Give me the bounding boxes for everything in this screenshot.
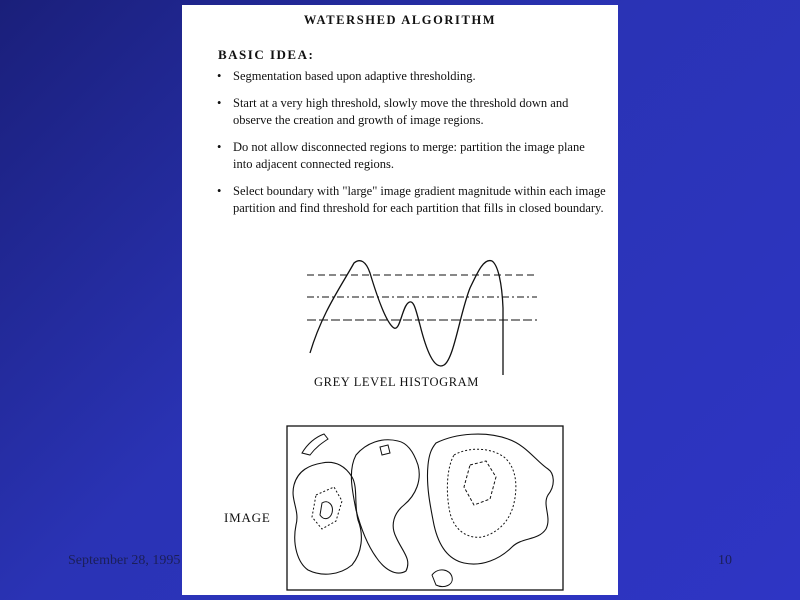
bullet-list bbox=[216, 68, 606, 227]
image-label: IMAGE bbox=[224, 510, 271, 525]
footer-page-number: 10 bbox=[718, 553, 732, 568]
page-title: WATERSHED ALGORITHM bbox=[303, 13, 497, 27]
region-right bbox=[427, 434, 553, 564]
document-page bbox=[182, 5, 618, 595]
histogram-label: GREY LEVEL HISTOGRAM bbox=[314, 375, 480, 389]
region-bottom-blob bbox=[432, 570, 452, 587]
bullet-item: • Segmentation based upon adaptive thresholding. bbox=[216, 68, 606, 85]
region-left-core bbox=[320, 502, 332, 519]
region-center bbox=[351, 440, 419, 573]
bullet-item: • Select boundary with "large" image gradient magnitude within each image partition and find threshold for each partition that fills in closed boundary. bbox=[216, 183, 606, 217]
footer-date: September 28, 1995 bbox=[68, 553, 181, 568]
image-frame bbox=[287, 426, 563, 590]
section-heading: BASIC IDEA: bbox=[218, 47, 315, 62]
region-top-left-small bbox=[302, 434, 328, 455]
histogram-diagram bbox=[302, 253, 542, 378]
bullet-item: • Do not allow disconnected regions to merge: partition the image plane into adjacent connected regions. bbox=[216, 139, 606, 173]
region-right-core bbox=[464, 461, 496, 505]
segmented-image-diagram bbox=[286, 425, 566, 593]
bullet-item: • Start at a very high threshold, slowly move the threshold down and observe the creation and growth of image regions. bbox=[216, 95, 606, 129]
histogram-curve bbox=[310, 261, 503, 375]
region-left-inner bbox=[312, 487, 342, 529]
region-center-mark bbox=[380, 445, 390, 455]
